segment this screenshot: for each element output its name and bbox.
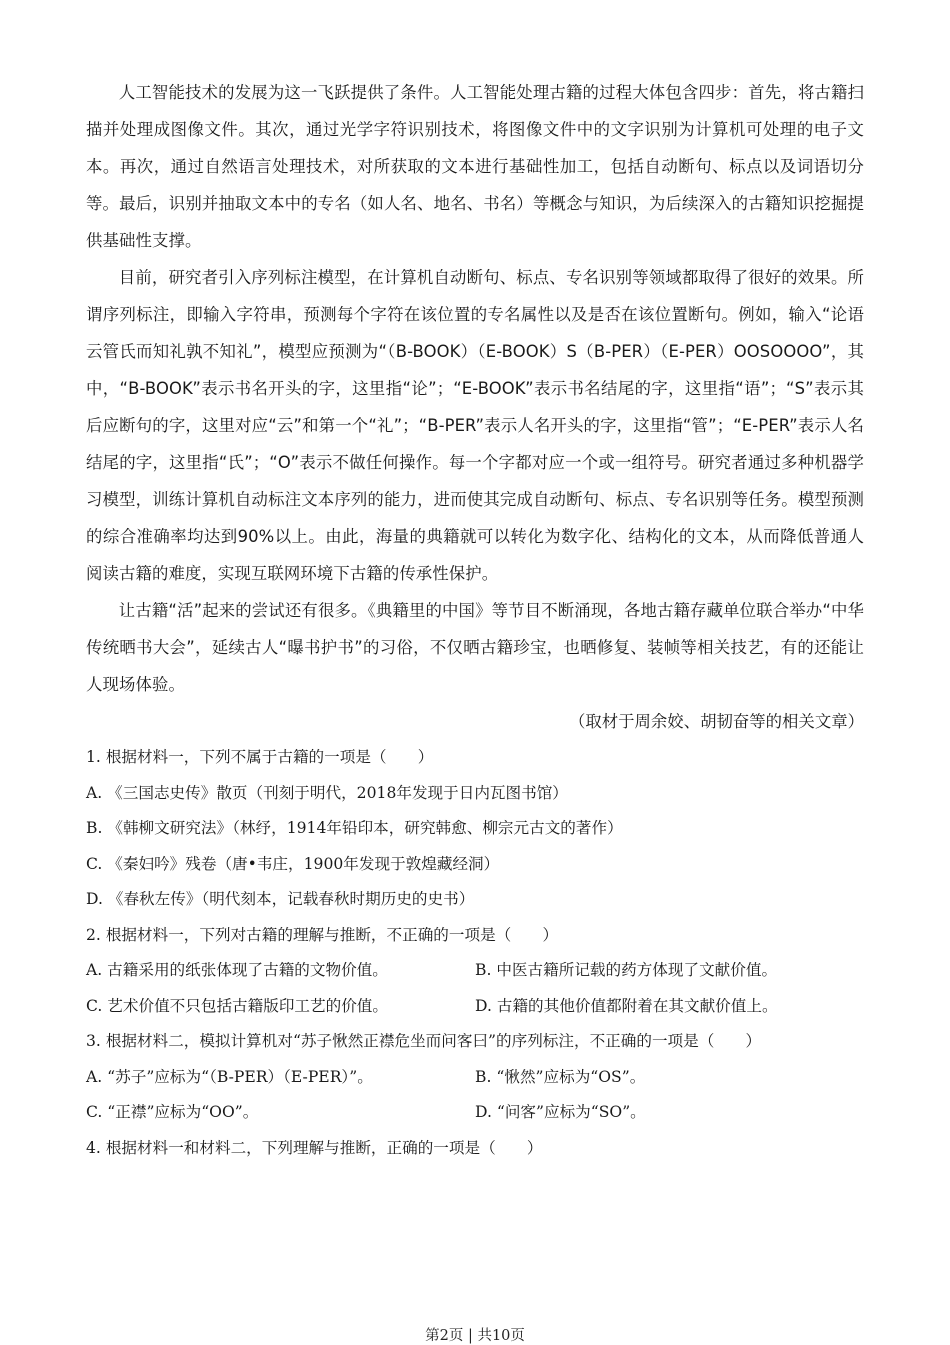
page-footer: 第2页 | 共10页 xyxy=(425,1328,525,1344)
question-1 xyxy=(86,740,864,918)
question-3-option-d: D. “问客”应标为“SO”。 xyxy=(475,1103,646,1121)
question-1-stem: 1. 根据材料一，下列不属于古籍的一项是（ ） xyxy=(86,748,434,766)
question-2-option-b: B. 中医古籍所记载的药方体现了文献价值。 xyxy=(475,961,778,979)
question-1-option-d: D. 《春秋左传》（明代刻本，记载春秋时期历史的史书） xyxy=(86,890,475,908)
question-2-option-c: C. 艺术价值不只包括古籍版印工艺的价值。 xyxy=(86,996,388,1015)
question-2-options-row-1 xyxy=(86,953,864,989)
question-1-option-a: A. 《三国志史传》散页（刊刻于明代，2018年发现于日内瓦图书馆） xyxy=(86,783,568,802)
paragraph-ai-process: 人工智能技术的发展为这一飞跃提供了条件。人工智能处理古籍的过程大体包含四步：首先，将古籍扫描并处理成图像文件。其次，通过光学字符识别技术，将图像文件中的文字识别为计算机可处理的电子文本。再次，通过自然语言处理技术，对所获取的文本进行基础性加工，包括自动断句、标点以及词语切分等。最后，识别并抽取文本中的专名（如人名、地名、书名）等概念与知识，为后续深入的古籍知识挖掘提供基础性支撑。 xyxy=(86,83,864,250)
question-4 xyxy=(86,1131,864,1167)
question-4-stem: 4. 根据材料一和材料二，下列理解与推断，正确的一项是（ ） xyxy=(86,1138,543,1157)
paragraph-revive-classics: 让古籍“活”起来的尝试还有很多。《典籍里的中国》等节目不断涌现，各地古籍存藏单位联合举办“中华传统晒书大会”，延续古人“曝书护书”的习俗，不仅晒古籍珍宝，也晒修复、装帧等相关技艺，有的还能让人现场体验。 xyxy=(86,601,864,694)
question-3-option-c: C. “正襟”应标为“OO”。 xyxy=(86,1103,259,1121)
question-2-stem: 2. 根据材料一，下列对古籍的理解与推断，不正确的一项是（ ） xyxy=(86,925,559,944)
question-2-option-d: D. 古籍的其他价值都附着在其文献价值上。 xyxy=(475,996,778,1015)
question-2-options-row-2 xyxy=(86,989,864,1025)
question-3 xyxy=(86,1024,864,1131)
question-2-option-a: A. 古籍采用的纸张体现了古籍的文物价值。 xyxy=(86,961,388,979)
paragraph-sequence-labeling: 目前，研究者引入序列标注模型，在计算机自动断句、标点、专名识别等领域都取得了很好的效果。所谓序列标注，即输入字符串，预测每个字符在该位置的专名属性以及是否在该位置断句。例如，输入“论语云管氏而知礼孰不知礼”，模型应预测为“（B-BOOK）（E-BOOK）S（B-PER）（E-PER）OOSOOOO”，其中，“B-BOOK”表示书名开头的字，这里指“论”；“E-BOOK”表示书名结尾的字，这里指“语”；“S”表示其后应断句的字，这里对应“云”和第一个“礼”；“B-PER”表示人名开头的字，这里指“管”；“E-PER”表示人名结尾的字，这里指“氏”；“O”表示不做任何操作。每一个字都对应一个或一组符号。研究者通过多种机器学习模型，训练计算机自动标注文本序列的能力，进而使其完成自动断句、标点、专名识别等任务。模型预测的综合准确率均达到90%以上。由此，海量的典籍就可以转化为数字化、结构化的文本，从而降低普通人阅读古籍的难度，实现互联网环境下古籍的传承性保护。 xyxy=(86,268,864,583)
question-2 xyxy=(86,918,864,1025)
question-1-option-b: B. 《韩柳文研究法》（林纾，1914年铅印本，研究韩愈、柳宗元古文的著作） xyxy=(86,819,623,837)
question-3-stem: 3. 根据材料二，模拟计算机对“苏子愀然正襟危坐而问客曰”的序列标注，不正确的一项是（ ） xyxy=(86,1032,762,1050)
document-page xyxy=(86,74,864,1166)
question-1-option-c: C. 《秦妇吟》残卷（唐•韦庄，1900年发现于敦煌藏经洞） xyxy=(86,854,500,873)
question-3-options-row-1 xyxy=(86,1060,864,1096)
question-3-option-a: A. “苏子”应标为“（B-PER）（E-PER）”。 xyxy=(86,1067,373,1086)
question-3-options-row-2 xyxy=(86,1095,864,1131)
question-3-option-b: B. “愀然”应标为“OS”。 xyxy=(475,1067,646,1086)
source-citation: （取材于周余姣、胡韧奋等的相关文章） xyxy=(568,712,864,731)
